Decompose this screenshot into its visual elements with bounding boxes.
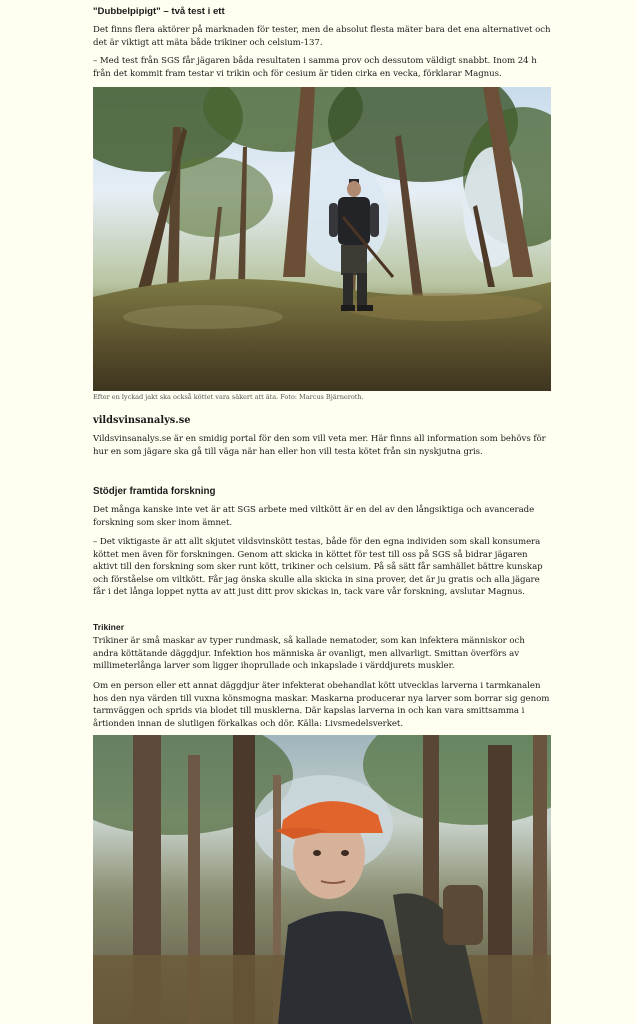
forest-illustration <box>93 87 551 391</box>
section-heading-vildsvinsanalys: vildsvinsanalys.se <box>93 415 191 426</box>
paragraph: Trikiner är små maskar av typer rundmask, så kallade nematoder, som kan infektera människor och andra köttätande däggdjur. Infektion hos människa är ovanligt, men allvarligt. Smittan överförs av millimeterlånga larver som ligger ihoprullade och inkapslade i värddjurets muskler. <box>93 636 525 672</box>
paragraph: Vildsvinsanalys.se är en smidig portal för den som vill veta mer. Här finns all information som behövs för hur en som jägare ska gå till väga när han eller hon vill testa kötet från sin nyskjutna gris. <box>93 434 546 457</box>
photo-caption: Efter en lyckad jakt ska också köttet vara säkert att äta. Foto: Marcus Bjärneroth. <box>93 393 364 401</box>
paragraph: – Med test från SGS får jägaren båda resultaten i samma prov och dessutom väldigt snabbt. Inom 24 h från det kommit fram testar vi trikin och för cesium är tiden cirka en vecka, förklarar Magnus. <box>93 56 537 79</box>
paragraph: Det många kanske inte vet är att SGS arbete med viltkött är en del av den långsiktiga och avancerade forskning som sker inom ämnet. <box>93 505 535 528</box>
portrait-photo <box>93 735 551 1024</box>
paragraph: Det finns flera aktörer på marknaden för tester, men de absolut flesta mäter bara det ena alternativet och det är viktigt att mäta både trikiner och celsium-137. <box>93 25 551 48</box>
hunter-forest-photo <box>93 87 551 391</box>
paragraph: – Det viktigaste är att allt skjutet vildsvinskött testas, både för den egna individen som skall konsumera köttet men även för forskningen. Genom att skicka in köttet för test till oss på SGS så bidrar jägaren aktivt till den forskning som sker runt kött, trikiner och celsium. På så sätt får samhället bättre kunskap och förståelse om viltkött. Får jag önska skulle alla skicka in sina prover, det är ju gratis och alla jägare får i det långa loppet nytta av att just ditt prov skickas in, tack vare vår forskning, avslutar Magnus. <box>93 537 543 598</box>
section-heading-dubbelpipigt: "Dubbelpipigt" – två test i ett <box>93 6 225 17</box>
paragraph: Om en person eller ett annat däggdjur äter infekterat obehandlat kött utvecklas larverna i tarmkanalen hos den nya värden till vuxna könsmogna maskar. Maskarna producerar nya larver som borrar sig genom tarmväggen och sprids via blodet till musklerna. Där kapslas larverna in och kan vara smittsamma i årtionden innan de slutligen förkalkas och dör. Källa: Livsmedelsverket. <box>93 681 550 729</box>
factbox-heading-trikiner: Trikiner <box>93 622 125 632</box>
section-heading-forskning: Stödjer framtida forskning <box>93 486 216 497</box>
portrait-illustration <box>93 735 551 1024</box>
